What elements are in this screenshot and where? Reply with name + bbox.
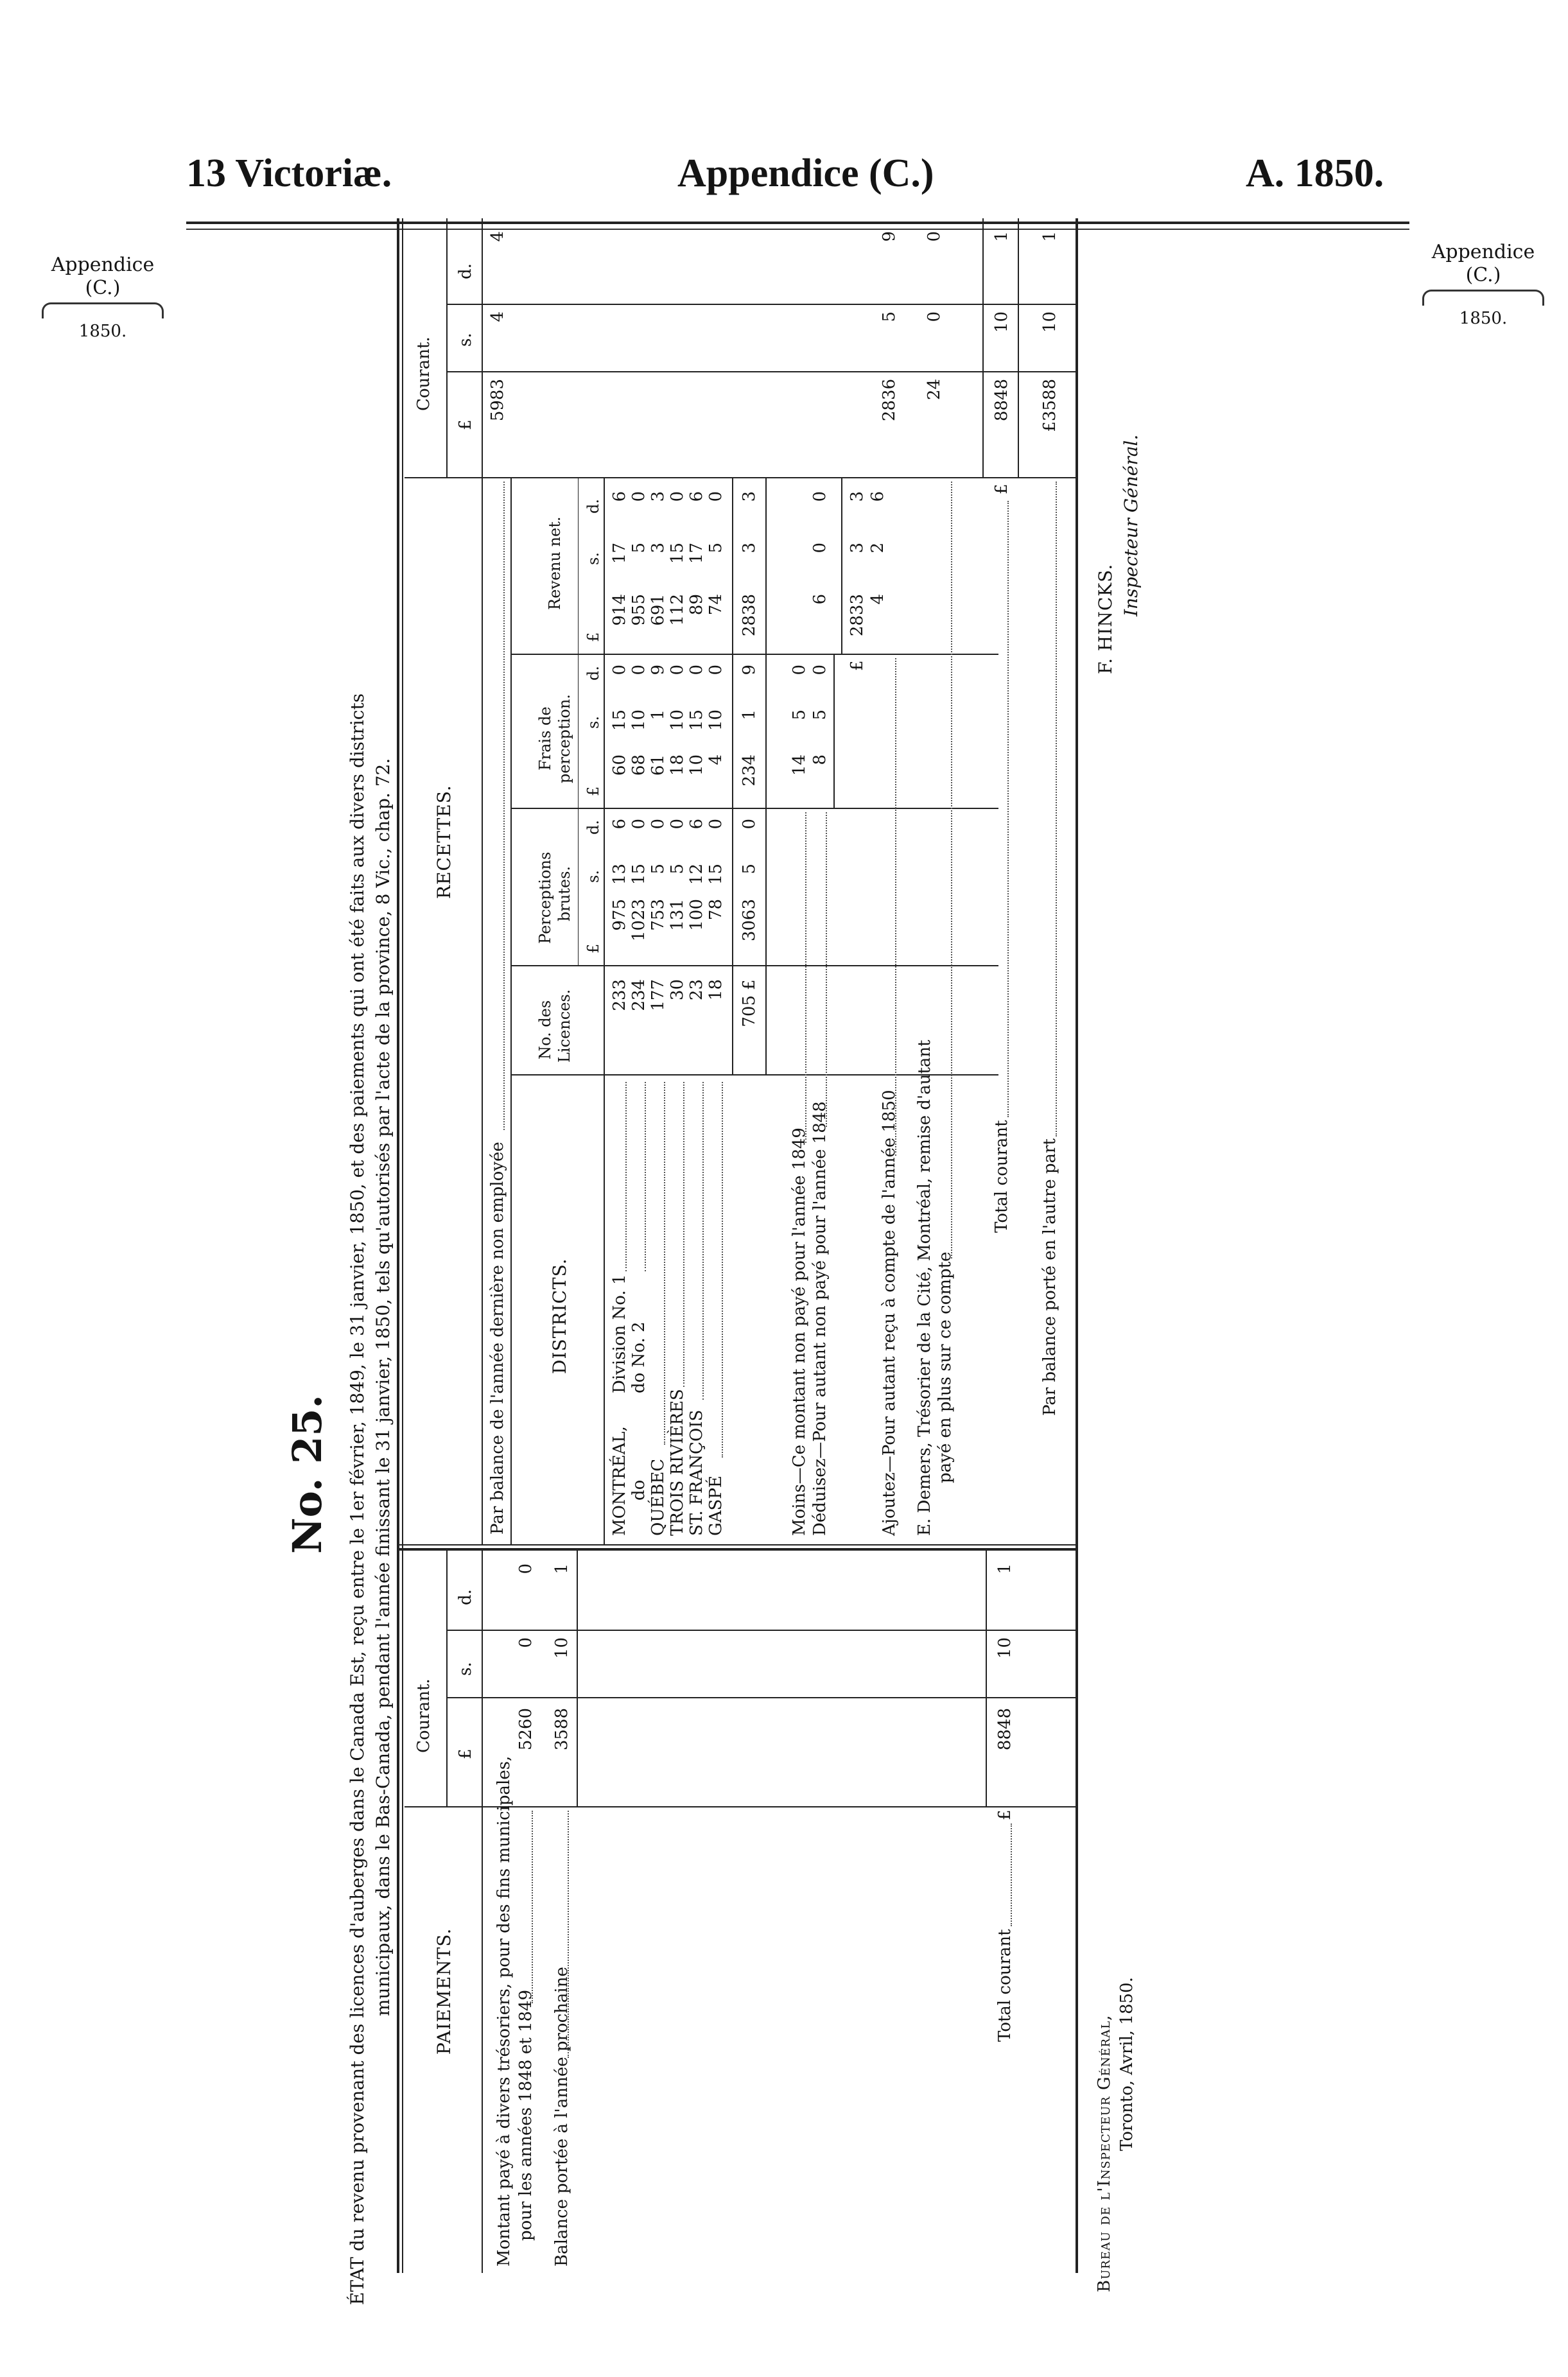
brace-left bbox=[42, 302, 164, 318]
frais-l-cell: 60 bbox=[610, 754, 629, 776]
frame-top bbox=[397, 218, 399, 2273]
brutes-l-cell: 100 bbox=[687, 899, 706, 931]
net-d-cell: 0 bbox=[668, 491, 687, 502]
district-name: do bbox=[629, 1479, 649, 1501]
leader-dots bbox=[503, 482, 505, 1130]
leader-dots bbox=[1056, 482, 1057, 1136]
leader-dots bbox=[702, 1082, 704, 1400]
brutes-l-cell: 131 bbox=[668, 899, 687, 931]
doc-number: No. 25. bbox=[284, 1395, 331, 1554]
demers-line2: payé en plus sur ce compte bbox=[936, 1251, 955, 1483]
balance-label: Par balance porté en l'autre part bbox=[1040, 1138, 1059, 1416]
demers-line1: E. Demers, Trésorier de la Cité, Montréal, remise d'autant bbox=[915, 1040, 934, 1536]
subtotal-brutes-s: 5 bbox=[740, 864, 759, 875]
brutes-d-column bbox=[610, 819, 726, 857]
frame-divider-thin bbox=[397, 1544, 1077, 1545]
net-d-cell: 0 bbox=[706, 491, 726, 502]
side-note-left bbox=[35, 254, 170, 343]
brutes-d-cell: 6 bbox=[687, 819, 706, 830]
paiements-heading: PAIEMENTS. bbox=[433, 1928, 455, 2055]
paiements-unit-d: d. bbox=[456, 1589, 475, 1605]
net-d-cell: 6 bbox=[687, 491, 706, 502]
brutes-l-cell: 753 bbox=[649, 899, 668, 931]
leader-dots bbox=[568, 1811, 569, 2058]
net-unit-s: s. bbox=[584, 552, 602, 565]
paiements-total-s: 10 bbox=[995, 1637, 1015, 1659]
courant-demers-s: 0 bbox=[925, 311, 944, 322]
net-s-cell: 15 bbox=[668, 543, 687, 564]
frais-s-cell: 15 bbox=[687, 710, 706, 731]
subtotal-net-s: 3 bbox=[740, 543, 759, 553]
recettes-total-rule-bottom bbox=[1018, 218, 1019, 478]
paiements-s-rule bbox=[446, 1697, 1076, 1698]
deduisez-frais-s: 5 bbox=[810, 710, 830, 720]
ajoutez-net-s: 2 bbox=[868, 543, 887, 553]
leader-dots bbox=[951, 482, 952, 1258]
net-after-l: 2833 bbox=[848, 594, 867, 637]
ajoutez-label: Ajoutez—Pour autant reçu à compte de l'année 1850 bbox=[880, 1090, 899, 1536]
frais-l-cell: 61 bbox=[649, 754, 668, 776]
leader-dots bbox=[805, 812, 806, 1143]
licences-cell: 233 bbox=[610, 979, 629, 1011]
courant-demers-d: 0 bbox=[925, 231, 944, 242]
frais-d-cell: 0 bbox=[687, 665, 706, 675]
district-name: TROIS RIVIÈRES bbox=[668, 1389, 687, 1536]
district-name: GASPÉ bbox=[706, 1476, 726, 1536]
recettes-total-d: 1 bbox=[992, 231, 1011, 242]
district-sub: Division No. 1 bbox=[610, 1274, 629, 1393]
net-l-cell: 691 bbox=[649, 594, 668, 626]
subtotal-rule bbox=[732, 478, 733, 1075]
leader-dots bbox=[895, 658, 896, 1156]
moins-frais-s: 5 bbox=[790, 710, 809, 720]
frais-s-cell: 10 bbox=[706, 710, 726, 731]
subtotal-net-d: 3 bbox=[740, 491, 759, 502]
paiements-unit-s: s. bbox=[456, 1662, 475, 1676]
frais-l-cell: 68 bbox=[629, 754, 649, 776]
paiements-row1-line2: pour les années 1848 et 1849 bbox=[516, 1989, 536, 2241]
subtotal-frais-l: 234 bbox=[740, 754, 759, 787]
header-year: A. 1850. bbox=[1246, 152, 1384, 195]
col-frais-1: Frais de bbox=[536, 706, 554, 771]
col-licences-1: No. des bbox=[536, 1000, 554, 1059]
recettes-head-rule bbox=[482, 218, 483, 1544]
brutes-s-cell: 13 bbox=[610, 864, 629, 885]
frais-unit-d: d. bbox=[584, 666, 602, 681]
frais-l-cell: 10 bbox=[687, 754, 706, 776]
side-note-right-year: 1850. bbox=[1459, 309, 1508, 328]
frais-l-cell: 18 bbox=[668, 754, 687, 776]
paiements-total-rule bbox=[986, 1551, 987, 1807]
moins-label: Moins—Ce montant non payé pour l'année 1849 bbox=[790, 1128, 809, 1536]
col-rule-frais bbox=[510, 808, 998, 809]
leader-dots bbox=[625, 1082, 627, 1271]
signature-title: Inspecteur Général. bbox=[1120, 434, 1142, 616]
frais-d-cell: 9 bbox=[649, 665, 668, 675]
courant-demers-l: 24 bbox=[925, 379, 944, 401]
brutes-d-cell: 0 bbox=[668, 819, 687, 830]
leader-dots bbox=[645, 1082, 646, 1271]
recettes-courant: Courant. bbox=[414, 336, 433, 411]
paiements-head-rule bbox=[482, 1551, 483, 2273]
title-line-2: municipaux, dans le Bas-Canada, pendant l'année finissant le 31 janvier, 1850, tels qu'autorisés par l'acte de la province, 8 Vic., chap. 72. bbox=[372, 758, 394, 2016]
district-table-top bbox=[510, 478, 512, 1544]
recettes-s-rule bbox=[446, 371, 1076, 372]
brutes-d-cell: 0 bbox=[649, 819, 668, 830]
brutes-unit-s: s. bbox=[584, 870, 602, 883]
subtotal-licences: 705 bbox=[740, 995, 759, 1027]
brutes-s-column bbox=[610, 864, 726, 896]
subtotal-rule-bottom bbox=[765, 478, 767, 1075]
frais-s-cell: 10 bbox=[668, 710, 687, 731]
recettes-d-rule bbox=[446, 304, 1076, 305]
district-subs bbox=[610, 1274, 649, 1393]
brutes-l-cell: 78 bbox=[706, 899, 726, 921]
net-unit-d: d. bbox=[584, 499, 602, 514]
col-brutes-2: brutes. bbox=[555, 866, 573, 921]
balance-d: 1 bbox=[1040, 231, 1059, 242]
deduisez-net-d: 0 bbox=[810, 491, 830, 502]
net-l-cell: 74 bbox=[706, 594, 726, 616]
net-d-cell: 6 bbox=[610, 491, 629, 502]
moins-frais-l: 14 bbox=[790, 754, 809, 776]
col-brutes-1: Perceptions bbox=[536, 851, 554, 944]
net-l-cell: 955 bbox=[629, 594, 649, 626]
district-name: MONTRÉAL, bbox=[610, 1426, 629, 1536]
leader-dots bbox=[1011, 1824, 1012, 1926]
net-s-cell: 3 bbox=[649, 543, 668, 553]
col-licences-2: Licences. bbox=[555, 989, 573, 1063]
rotated-statement bbox=[283, 180, 1470, 2312]
licences-column bbox=[610, 979, 726, 1069]
subtotal-frais-d: 9 bbox=[740, 665, 759, 675]
leader-dots bbox=[826, 812, 827, 1127]
frais-unit-l: £ bbox=[584, 786, 602, 796]
leader-dots bbox=[722, 1082, 723, 1458]
bureau-line2: Toronto, Avril, 1850. bbox=[1117, 1977, 1137, 2151]
net-s-cell: 5 bbox=[706, 543, 726, 553]
frais-l-cell: 4 bbox=[706, 754, 726, 765]
paiements-units-rule bbox=[446, 1551, 448, 1807]
subtotal-frais-s: 1 bbox=[740, 710, 759, 720]
frame-divider bbox=[397, 1548, 1077, 1551]
paiements-row2-s: 10 bbox=[552, 1637, 571, 1659]
recettes-heading: RECETTES. bbox=[433, 785, 455, 899]
recettes-unit-l: £ bbox=[456, 419, 475, 430]
frais-d-cell: 0 bbox=[610, 665, 629, 675]
par-balance-l: 5983 bbox=[488, 379, 507, 422]
paiements-row1-l: 5260 bbox=[516, 1708, 536, 1751]
deduisez-rule bbox=[833, 655, 835, 809]
recettes-total-s: 10 bbox=[992, 311, 1011, 333]
recettes-total-label: Total courant bbox=[992, 1120, 1011, 1233]
recettes-total-pound: £ bbox=[992, 483, 1011, 494]
col-frais-2: perception. bbox=[555, 694, 573, 783]
courant-2836-l: 2836 bbox=[880, 379, 899, 422]
recettes-unit-d: d. bbox=[456, 263, 475, 279]
title-line-1: ÉTAT du revenu provenant des licences d'auberges dans le Canada Est, reçu entre le 1er février, 1849, le 31 janvier, 1850, et des paiements qui ont été faits aux divers districts bbox=[347, 693, 368, 2305]
frame-bottom bbox=[1076, 218, 1078, 2273]
net-d-cell: 3 bbox=[649, 491, 668, 502]
net-l-cell: 112 bbox=[668, 594, 687, 626]
net-after-rule bbox=[841, 478, 842, 655]
paiements-row2-d: 1 bbox=[552, 1563, 571, 1574]
brutes-l-cell: 975 bbox=[610, 899, 629, 931]
moins-frais-d: 0 bbox=[790, 665, 809, 675]
bureau-line1: Bureau de l'Inspecteur Général, bbox=[1095, 2014, 1114, 2292]
brutes-d-cell: 0 bbox=[629, 819, 649, 830]
deduisez-label: Déduisez—Pour autant non payé pour l'année 1848 bbox=[810, 1101, 830, 1536]
licences-cell: 177 bbox=[649, 979, 668, 1011]
frais-unit-s: s. bbox=[584, 716, 602, 729]
paiements-d-rule bbox=[446, 1630, 1076, 1631]
courant-2836-s: 5 bbox=[880, 311, 899, 322]
district-name: QUÉBEC bbox=[649, 1458, 668, 1536]
licences-cell: 23 bbox=[687, 979, 706, 1001]
net-after-d: 3 bbox=[848, 491, 867, 502]
par-balance-d: 4 bbox=[488, 231, 507, 242]
district-names bbox=[610, 1389, 726, 1536]
frais-s-cell: 1 bbox=[649, 710, 668, 720]
subtotal-brutes-l: 3063 bbox=[740, 899, 759, 942]
col-rule-net bbox=[510, 654, 998, 655]
subtotal-pound: £ bbox=[740, 979, 759, 990]
brutes-s-cell: 5 bbox=[668, 864, 687, 875]
frais-d-cell: 0 bbox=[629, 665, 649, 675]
balance-s: 10 bbox=[1040, 311, 1059, 333]
paiements-total-pound: £ bbox=[995, 1809, 1015, 1820]
district-name: ST. FRANÇOIS bbox=[687, 1409, 706, 1536]
net-after-pound: £ bbox=[848, 660, 867, 671]
paiements-row1-line1: Montant payé à divers trésoriers, pour des fins municipales, bbox=[494, 1755, 514, 2267]
brutes-l-column bbox=[610, 899, 726, 963]
net-s-cell: 17 bbox=[610, 543, 629, 564]
header-session: 13 Victoriæ. bbox=[186, 152, 392, 195]
net-after-s: 3 bbox=[848, 543, 867, 553]
frais-s-column bbox=[610, 710, 726, 745]
recettes-courant-rule bbox=[405, 477, 1076, 478]
side-note-right-label: Appendice (C.) bbox=[1431, 241, 1535, 286]
deduisez-net-l: 6 bbox=[810, 594, 830, 605]
paiements-row1-d: 0 bbox=[516, 1563, 536, 1574]
net-s-column bbox=[610, 543, 726, 581]
brutes-d-cell: 0 bbox=[706, 819, 726, 830]
net-d-cell: 0 bbox=[629, 491, 649, 502]
frais-l-column bbox=[610, 754, 726, 806]
frais-d-column bbox=[610, 665, 726, 700]
licences-cell: 234 bbox=[629, 979, 649, 1011]
header-appendix: Appendice (C.) bbox=[677, 152, 934, 195]
recettes-total-rule bbox=[982, 218, 984, 478]
col-rule-brutes bbox=[510, 965, 998, 966]
frais-s-cell: 15 bbox=[610, 710, 629, 731]
paiements-sum-rule bbox=[577, 1551, 578, 1807]
ajoutez-net-l: 4 bbox=[868, 594, 887, 605]
districts-heading: DISTRICTS. bbox=[549, 1258, 570, 1374]
brutes-l-cell: 1023 bbox=[629, 899, 649, 942]
paiements-total-label: Total courant bbox=[995, 1929, 1015, 2042]
paiements-row1-s: 0 bbox=[516, 1637, 536, 1648]
frais-d-cell: 0 bbox=[668, 665, 687, 675]
brutes-unit-l: £ bbox=[584, 943, 602, 953]
net-s-cell: 5 bbox=[629, 543, 649, 553]
paiements-unit-l: £ bbox=[456, 1748, 475, 1759]
leader-dots bbox=[532, 1811, 533, 2003]
district-table-head-rule bbox=[604, 478, 605, 1544]
balance-l: £3588 bbox=[1040, 379, 1059, 432]
paiements-courant: Courant. bbox=[414, 1678, 433, 1753]
net-l-column bbox=[610, 594, 726, 652]
subtotal-net-l: 2838 bbox=[740, 594, 759, 637]
net-s-cell: 17 bbox=[687, 543, 706, 564]
recettes-total-l: 8848 bbox=[992, 379, 1011, 422]
signature-name: F. HINCKS. bbox=[1095, 563, 1116, 674]
net-unit-l: £ bbox=[584, 632, 602, 642]
par-balance-s: 4 bbox=[488, 311, 507, 322]
courant-2836-d: 9 bbox=[880, 231, 899, 242]
frais-d-cell: 0 bbox=[706, 665, 726, 675]
net-l-cell: 89 bbox=[687, 594, 706, 616]
brutes-d-cell: 6 bbox=[610, 819, 629, 830]
leader-dots bbox=[683, 1082, 684, 1387]
paiements-row2-l: 3588 bbox=[552, 1708, 571, 1751]
paiements-row2-label: Balance portée à l'année prochaine bbox=[552, 1967, 571, 2267]
side-note-left-label: Appendice (C.) bbox=[51, 254, 155, 299]
licences-cell: 18 bbox=[706, 979, 726, 1001]
units-rule bbox=[578, 478, 579, 966]
recettes-unit-s: s. bbox=[456, 333, 475, 347]
par-balance-label: Par balance de l'année dernière non employée bbox=[488, 1142, 507, 1535]
deduisez-net-s: 0 bbox=[810, 543, 830, 553]
subtotal-brutes-d: 0 bbox=[740, 819, 759, 830]
col-net: Revenu net. bbox=[546, 516, 564, 610]
ajoutez-net-d: 6 bbox=[868, 491, 887, 502]
brutes-s-cell: 15 bbox=[629, 864, 649, 885]
side-note-left-year: 1850. bbox=[78, 322, 127, 341]
frame-top-thin bbox=[402, 218, 403, 2273]
paiements-total-l: 8848 bbox=[995, 1708, 1015, 1751]
brutes-unit-d: d. bbox=[584, 820, 602, 835]
recettes-units-rule bbox=[446, 218, 448, 478]
licences-cell: 30 bbox=[668, 979, 687, 1001]
brutes-s-cell: 15 bbox=[706, 864, 726, 885]
leader-dots bbox=[664, 1082, 665, 1445]
net-d-column bbox=[610, 491, 726, 530]
net-l-cell: 914 bbox=[610, 594, 629, 626]
frais-s-cell: 10 bbox=[629, 710, 649, 731]
paiements-total-d: 1 bbox=[995, 1563, 1015, 1574]
brutes-s-cell: 12 bbox=[687, 864, 706, 885]
deduisez-frais-l: 8 bbox=[810, 754, 830, 765]
brutes-s-cell: 5 bbox=[649, 864, 668, 875]
leader-dots bbox=[1007, 501, 1009, 1117]
district-sub: do No. 2 bbox=[629, 1321, 649, 1393]
deduisez-frais-d: 0 bbox=[810, 665, 830, 675]
